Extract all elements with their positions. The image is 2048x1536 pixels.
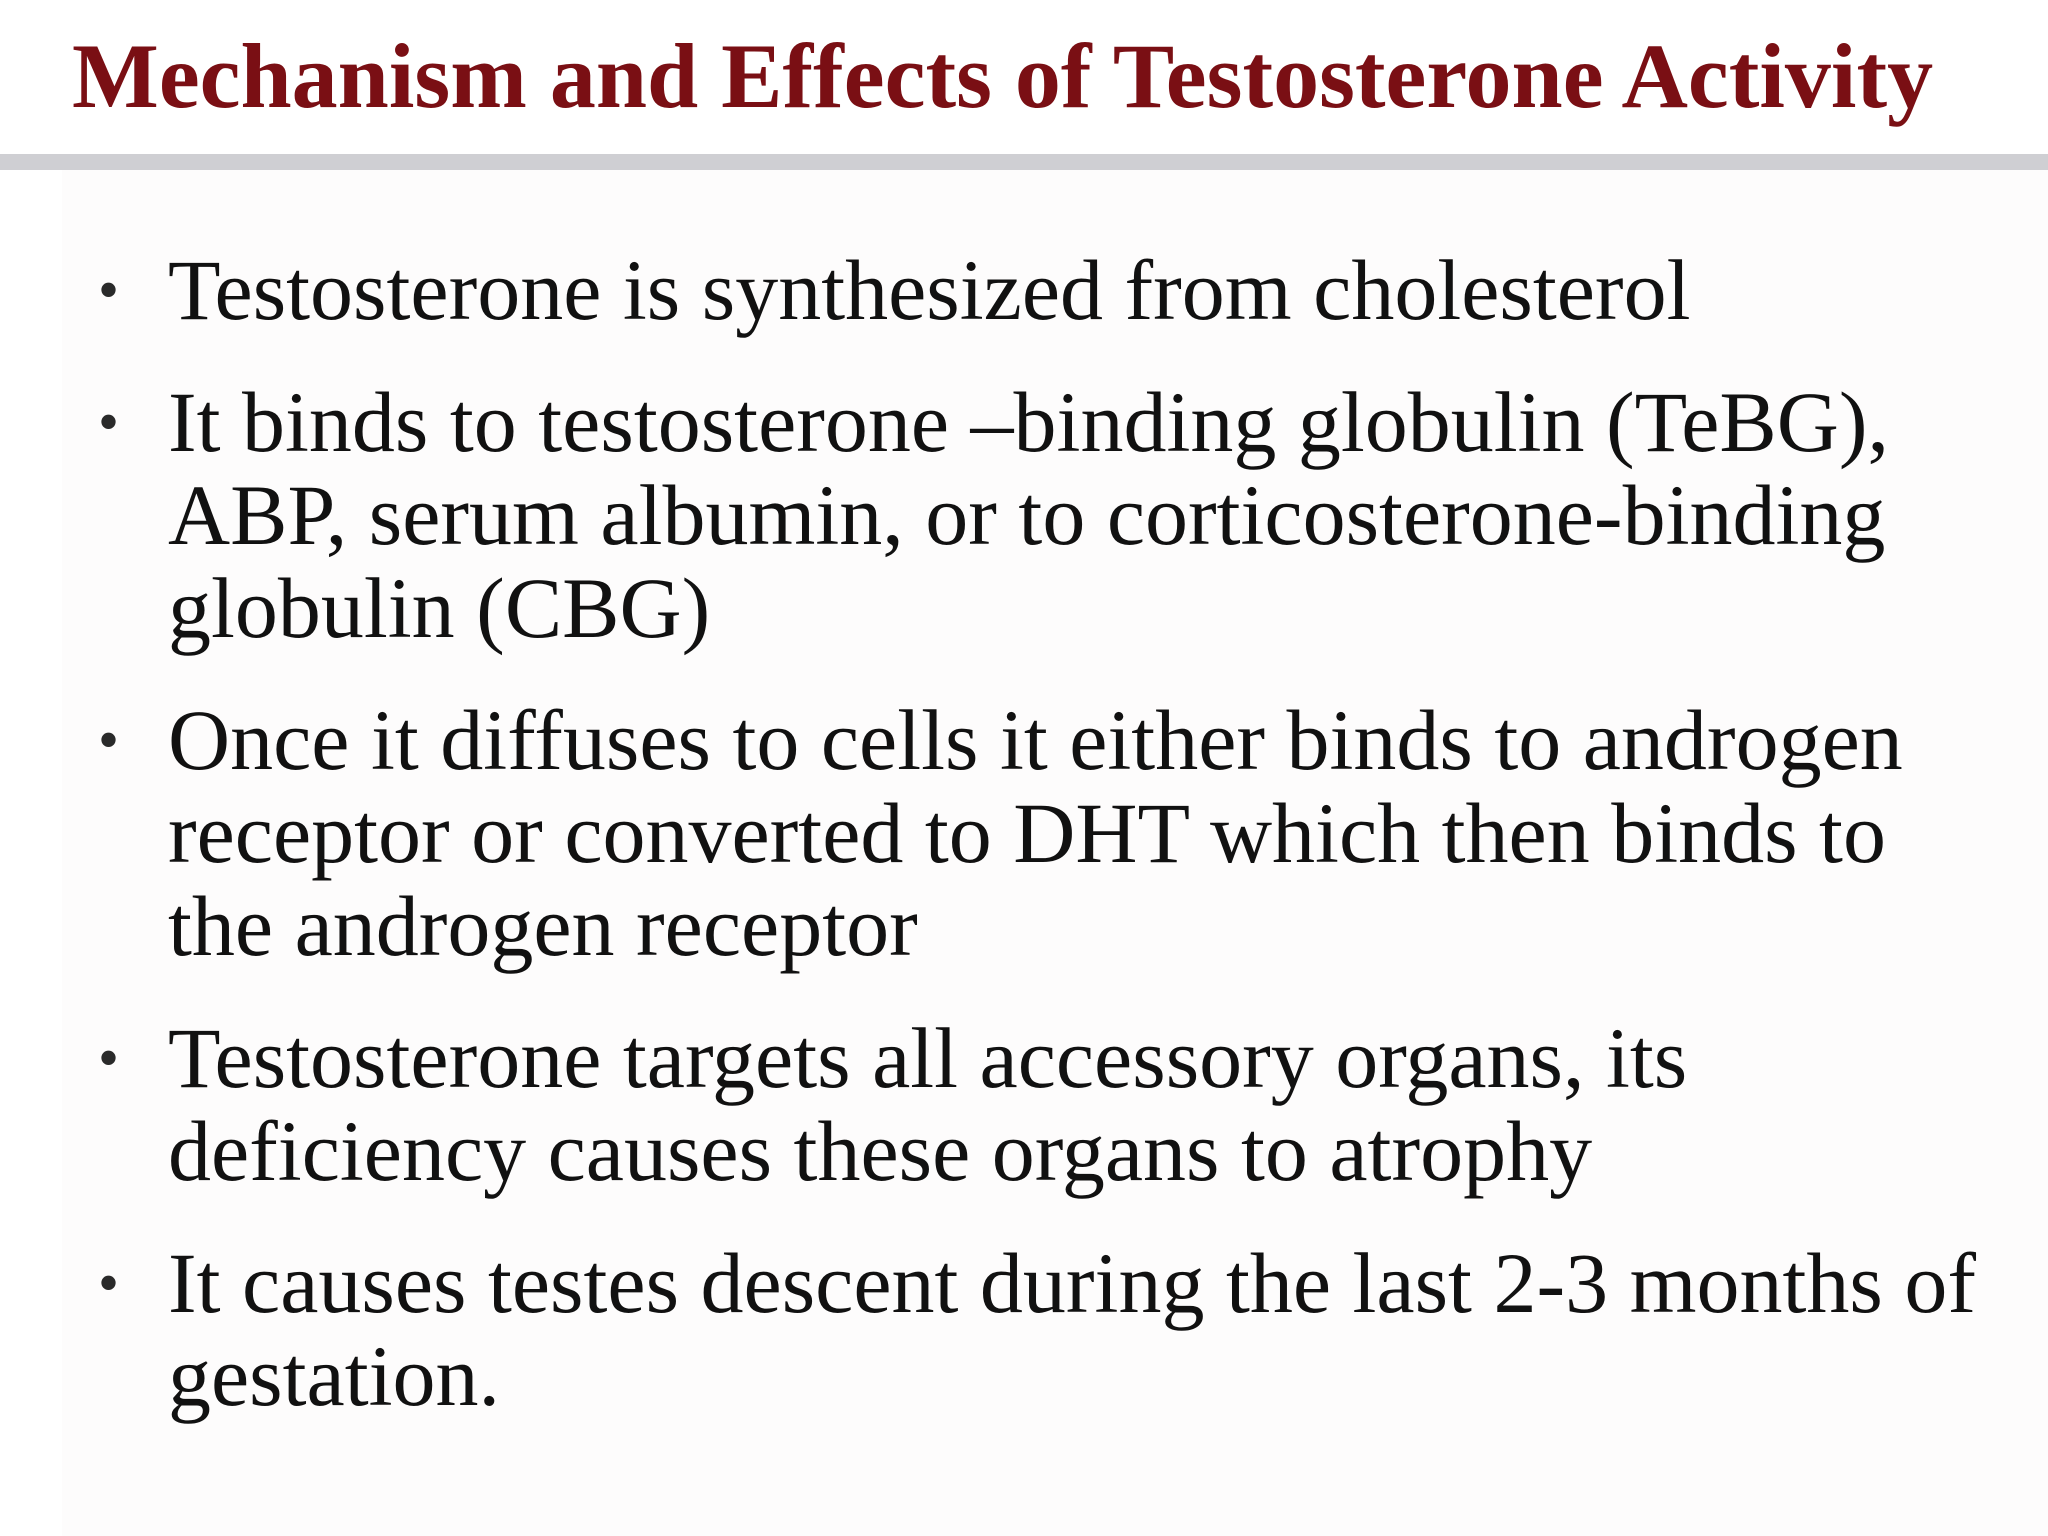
bullet-text: Once it diffuses to cells it either binds to androgen receptor or converted to DHT which then binds to the androgen receptor bbox=[168, 692, 1903, 974]
bullet-item-descent bbox=[98, 1237, 1998, 1423]
bullet-text: Testosterone targets all accessory organs, its deficiency causes these organs to atrophy bbox=[168, 1010, 1688, 1199]
bullet-dot-icon: • bbox=[98, 389, 120, 455]
bullet-item-diffusion bbox=[98, 694, 1998, 973]
bullet-dot-icon: • bbox=[98, 257, 120, 323]
bullet-item-targets bbox=[98, 1012, 1998, 1198]
bullet-dot-icon: • bbox=[98, 1250, 120, 1316]
bullet-dot-icon: • bbox=[98, 707, 120, 773]
slide-content bbox=[62, 170, 2048, 1536]
bullet-text: Testosterone is synthesized from cholesterol bbox=[168, 242, 1691, 338]
bullet-list bbox=[98, 244, 1998, 1462]
bullet-text: It causes testes descent during the last 2-3 months of gestation. bbox=[168, 1235, 1976, 1424]
slide-title: Mechanism and Effects of Testosterone Activity bbox=[72, 25, 1934, 127]
bullet-item-synthesis bbox=[98, 244, 1998, 337]
bullet-dot-icon: • bbox=[98, 1025, 120, 1091]
bullet-item-binding bbox=[98, 376, 1998, 655]
title-divider bbox=[0, 154, 2048, 170]
bullet-text: It binds to testosterone –binding globulin (TeBG), ABP, serum albumin, or to corticosterone-binding globulin (CBG) bbox=[168, 374, 1889, 656]
